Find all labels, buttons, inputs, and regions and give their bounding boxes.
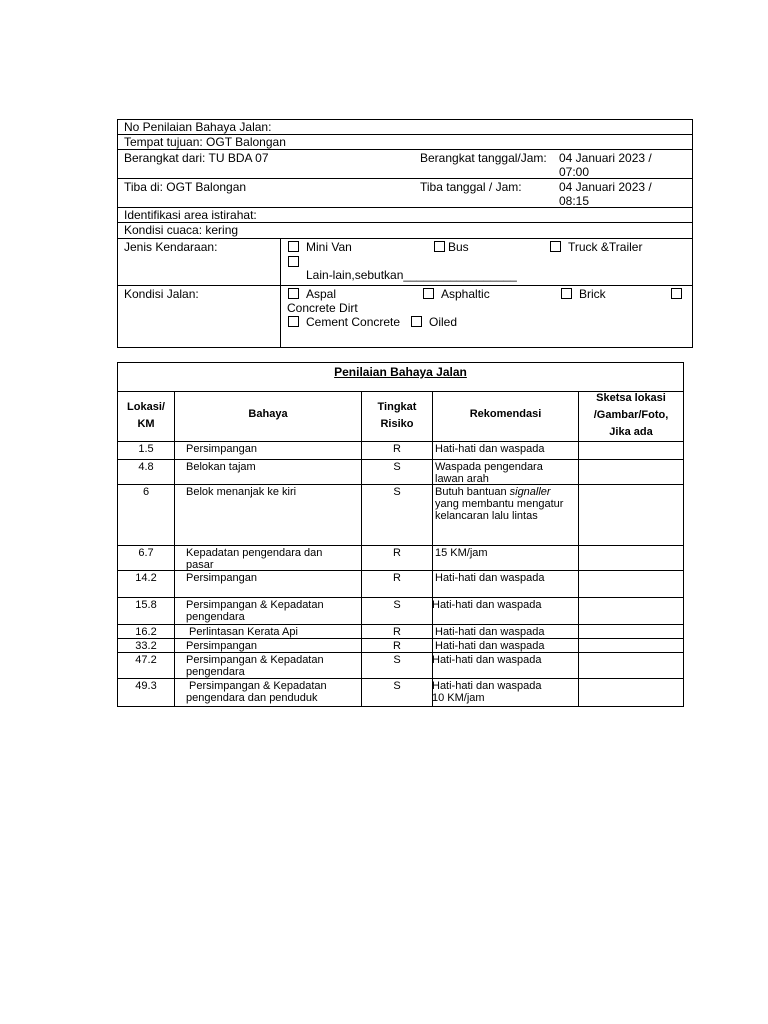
cell-km: 15.8 (135, 599, 157, 611)
cell-bahaya-line: pengendara (186, 611, 245, 623)
cell-bahaya-line: Persimpangan (186, 443, 257, 455)
checkbox-concrete-dirt[interactable] (671, 288, 682, 299)
cell-risiko: S (393, 654, 401, 666)
area-istirahat-label: Identifikasi area istirahat: (124, 208, 257, 222)
form-row-no (118, 120, 692, 135)
cell-rekomendasi-line: Hati-hati dan waspada (435, 626, 545, 638)
cell-rekomendasi-line: 10 KM/jam (432, 692, 485, 704)
checkbox-mini-van[interactable] (288, 241, 299, 252)
row-divider (118, 441, 683, 442)
cell-bahaya (186, 572, 361, 584)
cell-risiko: S (393, 680, 401, 692)
cell-bahaya (186, 547, 361, 571)
cell-bahaya-line: Belok menanjak ke kiri (186, 486, 297, 498)
option-concrete-dirt-label: Concrete Dirt (287, 301, 358, 315)
cell-bahaya (186, 640, 361, 652)
header-sketsa-line: Sketsa lokasi (596, 392, 666, 404)
cell-bahaya (186, 599, 361, 623)
header-sketsa-line: /Gambar/Foto, (593, 409, 669, 421)
cell-rekomendasi (435, 626, 578, 638)
option-mini-van-label: Mini Van (306, 240, 352, 254)
cell-risiko: R (393, 640, 401, 652)
header-tingkat-risiko (362, 399, 432, 433)
trip-info-form (117, 119, 693, 348)
header-sketsa-line: Jika ada (609, 426, 653, 438)
cell-bahaya-line: pengendara dan penduduk (186, 692, 318, 704)
tiba-tanggal-value-2: 08:15 (559, 194, 590, 208)
header-sketsa (579, 390, 683, 441)
option-truck-trailer-label: Truck &Trailer (568, 240, 643, 254)
cell-km: 4.8 (138, 461, 154, 473)
rekomendasi-text: Butuh bantuan (435, 486, 510, 498)
row-divider (118, 638, 683, 639)
berangkat-tanggal-value-2: 07:00 (559, 165, 590, 179)
checkbox-cement-concrete[interactable] (288, 316, 299, 327)
column-divider (280, 239, 281, 285)
table-title (118, 363, 683, 392)
form-row-jalan (118, 286, 692, 347)
cell-risiko: S (393, 461, 401, 473)
cell-bahaya-line: Persimpangan & Kepadatan (186, 599, 324, 611)
row-divider (118, 624, 683, 625)
cell-bahaya-line: Perlintasan Kerata Api (186, 626, 298, 638)
cell-bahaya-line: pengendara (186, 666, 245, 678)
row-divider (118, 678, 683, 679)
tiba-tanggal-label: Tiba tanggal / Jam: (420, 180, 522, 194)
cell-rekomendasi-line: Waspada pengendara (435, 461, 543, 473)
form-row-istirahat (118, 208, 692, 223)
form-row-berangkat (118, 150, 692, 179)
checkbox-lain-lain[interactable] (288, 256, 299, 267)
cell-rekomendasi (435, 572, 578, 584)
option-brick-label: Brick (579, 287, 606, 301)
header-tingkat-line: Tingkat (377, 401, 417, 413)
cell-risiko: R (393, 547, 401, 559)
cell-bahaya-line: Kepadatan pengendara dan (186, 547, 323, 559)
row-divider (118, 652, 683, 653)
cell-risiko: R (393, 443, 401, 455)
checkbox-bus[interactable] (434, 241, 445, 252)
cell-km: 14.2 (135, 572, 157, 584)
option-cement-concrete-label: Cement Concrete (306, 315, 401, 329)
cell-rekomendasi (432, 654, 575, 666)
column-divider (280, 286, 281, 347)
cell-bahaya-line: Persimpangan & Kepadatan (186, 654, 324, 666)
cell-km: 47.2 (135, 654, 157, 666)
cell-rekomendasi-line (435, 486, 578, 498)
row-divider (118, 597, 683, 598)
header-lokasi-line: KM (137, 418, 155, 430)
tiba-di-label: Tiba di: OGT Balongan (124, 180, 247, 194)
form-row-tujuan (118, 135, 692, 150)
cell-km: 16.2 (135, 626, 157, 638)
cell-rekomendasi-line: Hati-hati dan waspada (435, 640, 545, 652)
checkbox-asphaltic[interactable] (423, 288, 434, 299)
table-title-text: Penilaian Bahaya Jalan (334, 365, 467, 379)
header-lokasi-line: Lokasi/ (127, 401, 165, 413)
cell-rekomendasi (435, 486, 578, 522)
cell-rekomendasi (432, 599, 575, 611)
cell-rekomendasi (435, 461, 578, 485)
form-row-tiba (118, 179, 692, 208)
cell-rekomendasi-line: Hati-hati dan waspada (432, 654, 542, 666)
berangkat-tanggal-label: Berangkat tanggal/Jam: (420, 151, 547, 165)
tiba-tanggal-value-1: 04 Januari 2023 / (559, 180, 652, 194)
tempat-tujuan-label: Tempat tujuan: OGT Balongan (124, 135, 286, 149)
checkbox-oiled[interactable] (411, 316, 422, 327)
cell-risiko: R (393, 626, 401, 638)
cell-km: 33.2 (135, 640, 157, 652)
cell-bahaya-line: Persimpangan (186, 572, 257, 584)
cell-rekomendasi-line: Hati-hati dan waspada (432, 599, 542, 611)
cell-bahaya (186, 486, 361, 498)
cell-km: 1.5 (138, 443, 154, 455)
berangkat-tanggal-value-1: 04 Januari 2023 / (559, 151, 652, 165)
cell-bahaya-line: pasar (186, 559, 214, 571)
option-asphaltic-label: Asphaltic (441, 287, 490, 301)
rekomendasi-italic-text: signaller (509, 486, 551, 498)
penilaian-bahaya-table (117, 362, 684, 707)
cell-rekomendasi-line: 15 KM/jam (435, 547, 488, 559)
cell-rekomendasi-line: kelancaran lalu lintas (435, 510, 538, 522)
cell-risiko: S (393, 599, 401, 611)
cell-bahaya-line: Belokan tajam (186, 461, 256, 473)
cell-rekomendasi-line: Hati-hati dan waspada (435, 572, 545, 584)
jenis-kendaraan-label: Jenis Kendaraan: (124, 240, 218, 254)
cell-rekomendasi (432, 680, 575, 704)
kondisi-jalan-label: Kondisi Jalan: (124, 287, 199, 301)
cell-km: 6 (142, 486, 150, 498)
checkbox-truck-trailer[interactable] (550, 241, 561, 252)
cell-risiko: R (393, 572, 401, 584)
cell-rekomendasi-line: yang membantu mengatur (435, 498, 564, 510)
kondisi-cuaca-label: Kondisi cuaca: kering (124, 223, 239, 237)
header-rekomendasi: Rekomendasi (469, 408, 542, 420)
option-bus-label: Bus (448, 240, 469, 254)
row-divider (118, 545, 683, 546)
cell-rekomendasi (435, 547, 578, 559)
cell-bahaya (186, 680, 361, 704)
cell-rekomendasi (435, 443, 578, 455)
cell-km: 49.3 (135, 680, 157, 692)
option-oiled-label: Oiled (429, 315, 458, 329)
cell-risiko: S (393, 486, 401, 498)
cell-rekomendasi-line: Hati-hati dan waspada (432, 680, 542, 692)
column-divider (174, 392, 175, 706)
checkbox-brick[interactable] (561, 288, 572, 299)
header-bahaya: Bahaya (248, 408, 288, 420)
row-divider (118, 459, 683, 460)
form-row-cuaca (118, 223, 692, 239)
cell-rekomendasi-line: lawan arah (435, 473, 489, 485)
header-lokasi (118, 399, 174, 433)
header-tingkat-line: Risiko (380, 418, 414, 430)
cell-bahaya (186, 626, 361, 638)
cell-bahaya-line: Persimpangan & Kepadatan (186, 680, 327, 692)
cell-bahaya (186, 443, 361, 455)
checkbox-aspal[interactable] (288, 288, 299, 299)
option-aspal-label: Aspal (306, 287, 337, 301)
berangkat-dari-label: Berangkat dari: TU BDA 07 (124, 151, 269, 165)
cell-km: 6.7 (138, 547, 154, 559)
cell-rekomendasi-line: Hati-hati dan waspada (435, 443, 545, 455)
cell-bahaya (186, 461, 361, 473)
row-divider (118, 484, 683, 485)
form-row-kendaraan (118, 239, 692, 286)
lain-lain-field[interactable]: Lain-lain,sebutkan_________________ (306, 268, 517, 282)
no-penilaian-label: No Penilaian Bahaya Jalan: (124, 120, 272, 134)
cell-bahaya-line: Persimpangan (186, 640, 257, 652)
cell-rekomendasi (435, 640, 578, 652)
cell-bahaya (186, 654, 361, 678)
